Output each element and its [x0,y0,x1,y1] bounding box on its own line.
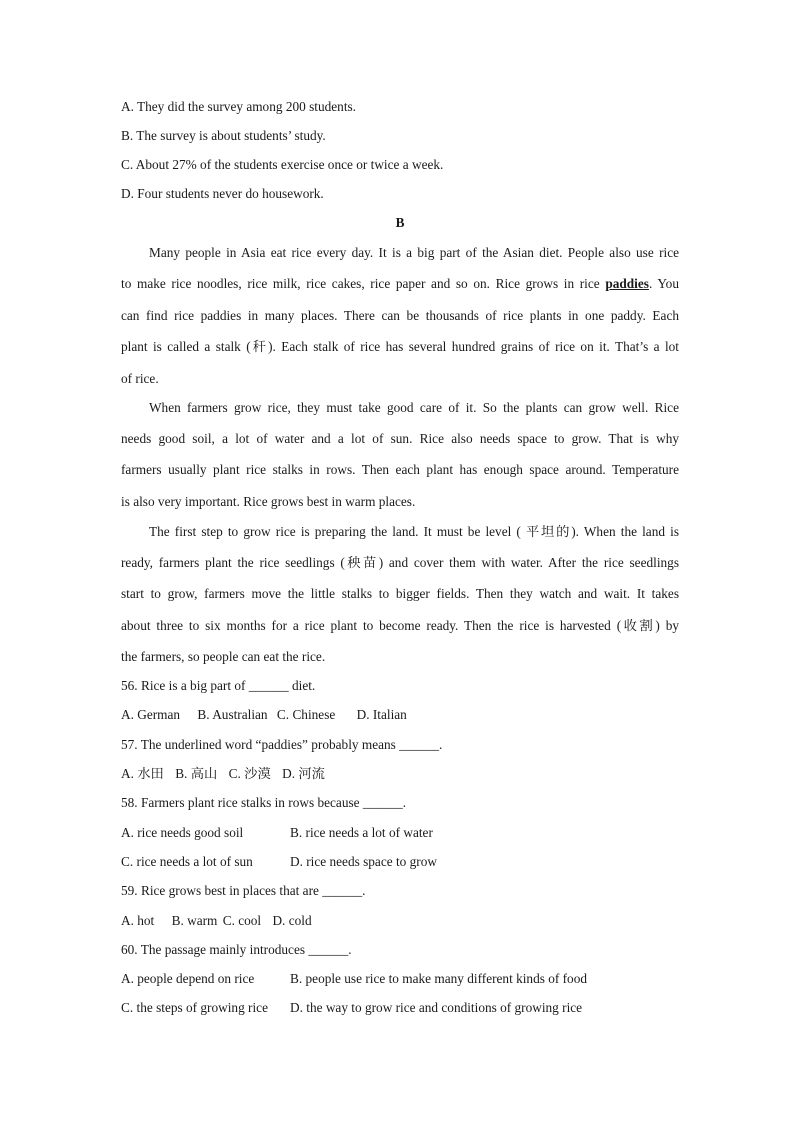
passage-p1-line-1: Many people in Asia eat rice every day. It is a big part of the Asian diet. People also use rice [149,245,679,260]
passage-p3-line-2: ready, farmers plant the rice seedlings (秧苗) and cover them with water. After the rice seedlings [121,555,679,570]
question-58-options-row-1 [121,824,433,842]
passage-p1-line-2-text: to make rice noodles, rice milk, rice cakes, rice paper and so on. Rice grows in rice [121,276,606,291]
question-56-options [121,706,407,724]
q56-option-c[interactable]: C. Chinese [276,707,336,722]
passage-p1-line-3: can find rice paddies in many places. There can be thousands of rice plants in one paddy. Each [121,308,679,323]
q59-option-b[interactable]: B. warm [171,913,218,928]
q57-option-a[interactable]: A. 水田 [121,766,164,781]
question-60-options-row-1 [121,970,587,988]
q58-option-a[interactable]: A. rice needs good soil [121,825,244,840]
question-59-stem: 59. Rice grows best in places that are ______. [121,883,366,898]
prev-option-d: D. Four students never do housework. [121,186,324,201]
underlined-word-paddies: paddies [605,276,649,291]
passage-p3-line-5: the farmers, so people can eat the rice. [121,649,326,664]
passage-p3-line-3: start to grow, farmers move the little stalks to bigger fields. Then they watch and wait. It takes [121,586,679,601]
question-56-stem: 56. Rice is a big part of ______ diet. [121,678,316,693]
passage-p2-line-1: When farmers grow rice, they must take good care of it. So the plants can grow well. Rice [149,400,679,415]
q57-option-d[interactable]: D. 河流 [282,766,325,781]
passage-p2-line-3: farmers usually plant rice stalks in rows. Then each plant has enough space around. Temperature [121,462,679,477]
prev-option-a: A. They did the survey among 200 students. [121,99,357,114]
passage-p1-line-2 [121,275,679,293]
q60-option-a[interactable]: A. people depend on rice [121,971,255,986]
question-57-stem: 57. The underlined word “paddies” probably means ______. [121,737,443,752]
q57-option-b[interactable]: B. 高山 [175,766,218,781]
question-58-options-row-2 [121,853,437,871]
passage-p1-line-5: of rice. [121,371,159,386]
passage-p1-line-2-end: . You [648,276,679,291]
prev-option-b: B. The survey is about students’ study. [121,128,326,143]
q59-option-c[interactable]: C. cool [222,913,262,928]
q60-option-c[interactable]: C. the steps of growing rice [121,1000,268,1015]
q56-option-b[interactable]: B. Australian [197,707,268,722]
q60-option-d[interactable]: D. the way to grow rice and conditions of growing rice [290,1000,583,1015]
passage-p1-line-4: plant is called a stalk (秆). Each stalk of rice has several hundred grains of rice on it. That’s a lot [121,339,679,354]
passage-p3-line-1: The first step to grow rice is preparing the land. It must be level ( 平坦的). When the land is [149,524,679,539]
question-60-stem: 60. The passage mainly introduces ______. [121,942,352,957]
section-heading: B [395,215,405,230]
question-60-options-row-2 [121,999,582,1017]
q56-option-a[interactable]: A. German [121,707,181,722]
q59-option-a[interactable]: A. hot [121,913,155,928]
question-59-options [121,912,312,930]
q57-option-c[interactable]: C. 沙漠 [228,766,271,781]
q60-option-b[interactable]: B. people use rice to make many different kinds of food [290,971,588,986]
q58-option-d[interactable]: D. rice needs space to grow [290,854,437,869]
question-57-options [121,765,325,783]
question-58-stem: 58. Farmers plant rice stalks in rows because ______. [121,795,407,810]
prev-option-c: C. About 27% of the students exercise once or twice a week. [121,157,444,172]
passage-p2-line-4: is also very important. Rice grows best in warm places. [121,494,416,509]
q59-option-d[interactable]: D. cold [272,913,312,928]
q58-option-b[interactable]: B. rice needs a lot of water [290,825,433,840]
q58-option-c[interactable]: C. rice needs a lot of sun [121,854,253,869]
passage-p3-line-4: about three to six months for a rice plant to become ready. Then the rice is harvested (收割) by [121,618,679,633]
passage-p2-line-2: needs good soil, a lot of water and a lot of sun. Rice also needs space to grow. That is why [121,431,679,446]
q56-option-d[interactable]: D. Italian [356,707,407,722]
